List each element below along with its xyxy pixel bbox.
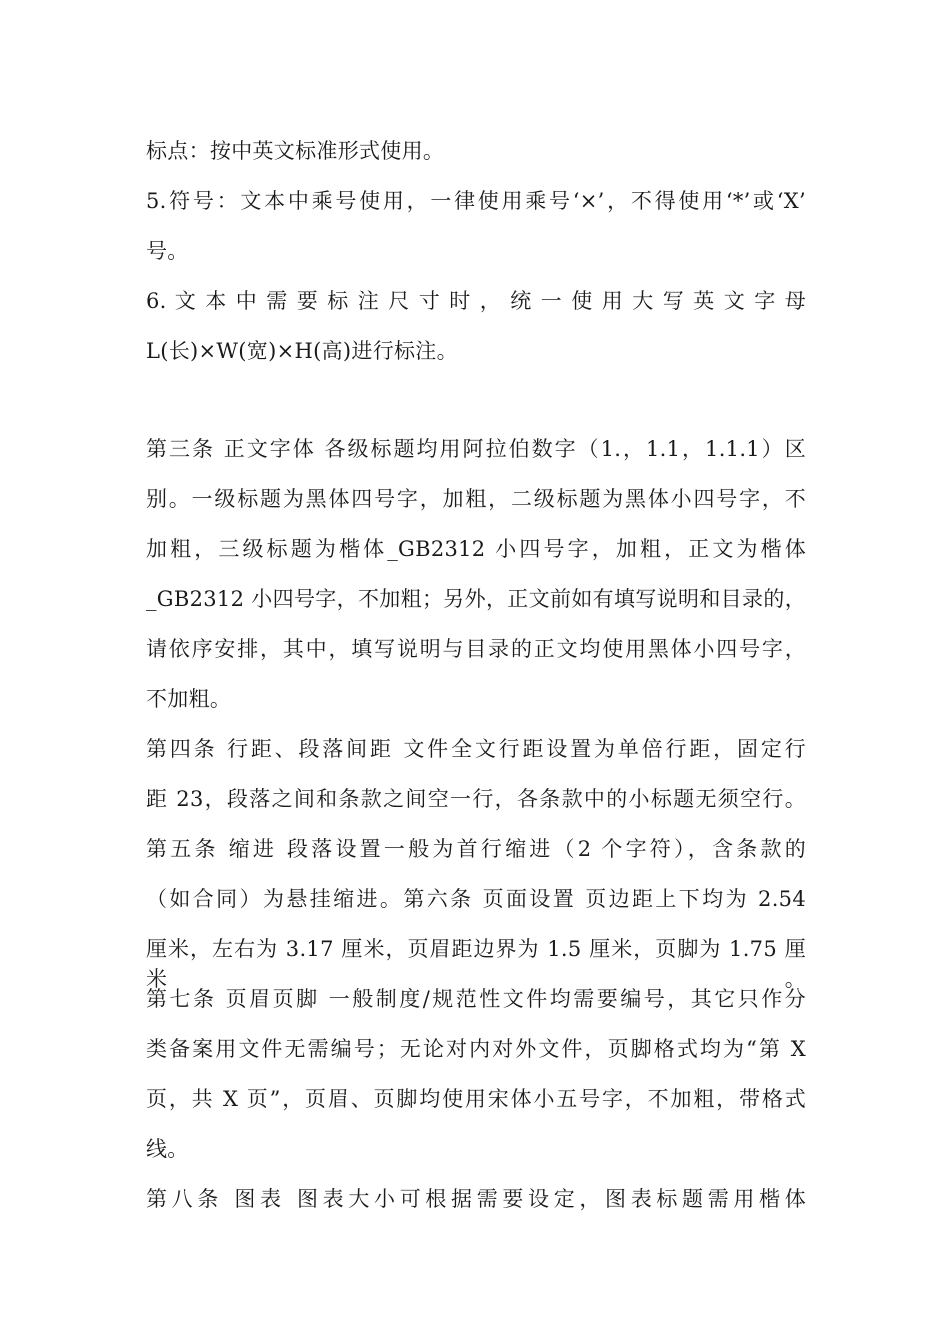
text-line: 请依序安排，其中，填写说明与目录的正文均使用黑体小四号字，: [146, 637, 806, 661]
text-line: 第七条 页眉页脚 一般制度/规范性文件均需要编号，其它只作分: [146, 987, 806, 1011]
text-line: 5.符号：文本中乘号使用，一律使用乘号‘×’，不得使用‘*’或‘X’: [146, 189, 806, 213]
text-line: 页，共 X 页”，页眉、页脚均使用宋体小五号字，不加粗，带格式: [146, 1087, 806, 1111]
text-line: 加粗，三级标题为楷体_GB2312 小四号字，加粗，正文为楷体: [146, 537, 806, 561]
text-line: 标点：按中英文标准形式使用。: [146, 139, 445, 163]
text-line: 第三条 正文字体 各级标题均用阿拉伯数字（1.，1.1，1.1.1）区: [146, 437, 806, 461]
text-line: 6. 文 本 中 需 要 标 注 尺 寸 时 ， 统 一 使 用 大 写 英 文 字 母: [146, 289, 806, 313]
text-line: （如合同）为悬挂缩进。第六条 页面设置 页边距上下均为 2.54: [146, 887, 806, 911]
text-line: _GB2312 小四号字，不加粗；另外，正文前如有填写说明和目录的，: [146, 587, 806, 611]
text-line: 线。: [146, 1137, 189, 1161]
text-line: 类备案用文件无需编号；无论对内对外文件，页脚格式均为“第 X: [146, 1037, 806, 1061]
text-line: 不加粗。: [146, 687, 232, 711]
text-line: 号。: [146, 239, 189, 263]
text-line: 距 23，段落之间和条款之间空一行，各条款中的小标题无须空行。: [146, 787, 806, 811]
text-line: 第五条 缩进 段落设置一般为首行缩进（2 个字符），含条款的: [146, 837, 806, 861]
text-line: 第四条 行距、段落间距 文件全文行距设置为单倍行距，固定行: [146, 737, 806, 761]
text-line: 厘米，左右为 3.17 厘米，页眉距边界为 1.5 厘米，页脚为 1.75 厘米。: [146, 937, 806, 991]
text-line: L(长)×W(宽)×H(高)进行标注。: [146, 339, 458, 363]
text-line: 别。一级标题为黑体四号字，加粗，二级标题为黑体小四号字，不: [146, 487, 806, 511]
text-line: 第八条 图表 图表大小可根据需要设定，图表标题需用楷体: [146, 1187, 806, 1211]
